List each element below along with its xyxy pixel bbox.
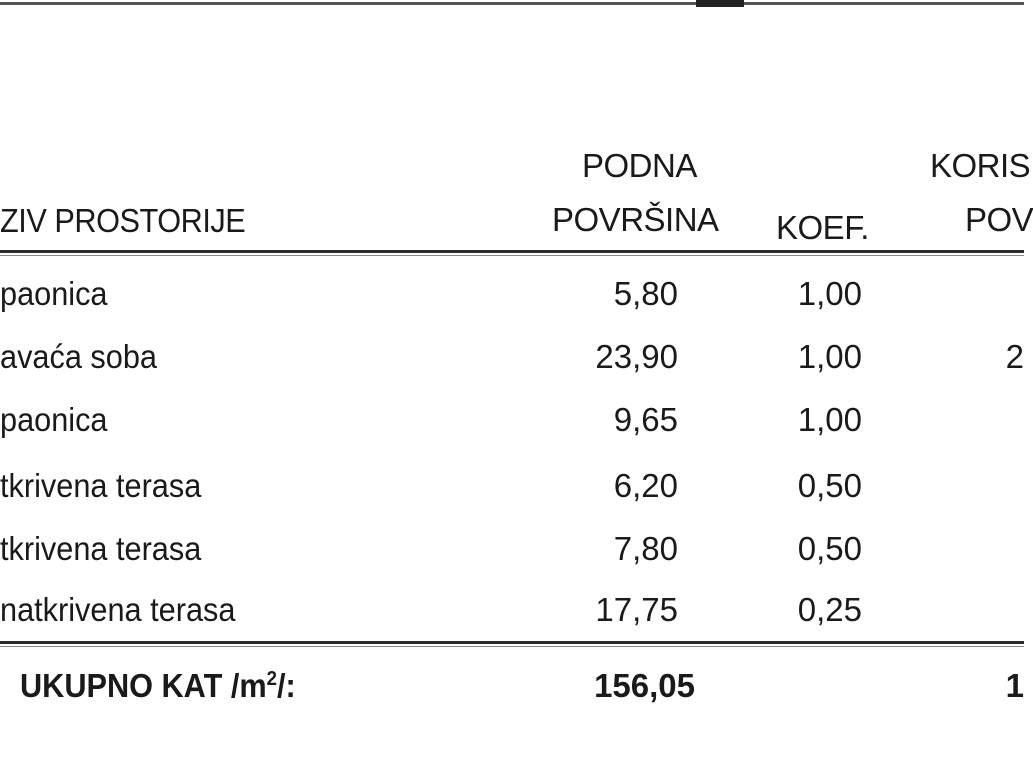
- header-coefficient: KOEF.: [776, 209, 869, 246]
- cell-floor-area: 23,90: [595, 338, 678, 375]
- cell-coefficient: 0,25: [797, 591, 862, 628]
- cell-room-name: avaća soba: [0, 338, 157, 375]
- total-row: [0, 664, 1024, 708]
- header-divider: [0, 250, 1024, 253]
- header-floor-area-line1: PODNA: [582, 147, 697, 184]
- cell-floor-area: 17,75: [595, 591, 678, 628]
- header-usable-area-line1: KORIS: [930, 147, 1031, 184]
- total-floor-area: 156,05: [594, 667, 695, 704]
- cell-coefficient: 1,00: [797, 338, 862, 375]
- cell-room-name: paonica: [0, 401, 108, 438]
- header-floor-area-line2: POVRŠINA: [552, 201, 719, 238]
- cell-floor-area: 6,20: [613, 467, 678, 504]
- top-cropped-fragment: [696, 0, 744, 7]
- total-label-prefix: UKUPNO KAT /m: [20, 667, 267, 704]
- cell-usable-area: 2: [1005, 338, 1024, 375]
- cell-floor-area: 5,80: [613, 275, 678, 312]
- cell-coefficient: 1,00: [797, 401, 862, 438]
- total-label: [20, 664, 296, 708]
- table-row: [0, 590, 1024, 630]
- cell-coefficient: 0,50: [797, 467, 862, 504]
- header-usable-area-line2: POV: [965, 201, 1033, 238]
- table-row: [0, 274, 1024, 314]
- total-label-suffix: /:: [277, 667, 296, 704]
- total-divider-thin: [0, 646, 1024, 647]
- cell-floor-area: 7,80: [613, 530, 678, 567]
- table-row: [0, 529, 1024, 569]
- cell-room-name: tkrivena terasa: [0, 467, 202, 504]
- table-row: [0, 466, 1024, 506]
- total-usable-area: 1: [1005, 667, 1024, 704]
- cell-coefficient: 0,50: [797, 530, 862, 567]
- header-divider-thin: [0, 255, 1024, 256]
- total-label-superscript: 2: [266, 668, 278, 690]
- cell-room-name: paonica: [0, 275, 108, 312]
- cell-floor-area: 9,65: [613, 401, 678, 438]
- cell-coefficient: 1,00: [797, 275, 862, 312]
- cell-room-name: natkrivena terasa: [0, 591, 236, 628]
- cell-room-name: tkrivena terasa: [0, 530, 202, 567]
- table-row: [0, 400, 1024, 440]
- header-room-name: ZIV PROSTORIJE: [0, 202, 246, 239]
- total-divider: [0, 641, 1024, 644]
- table-row: [0, 337, 1024, 377]
- top-border-line: [0, 2, 1024, 5]
